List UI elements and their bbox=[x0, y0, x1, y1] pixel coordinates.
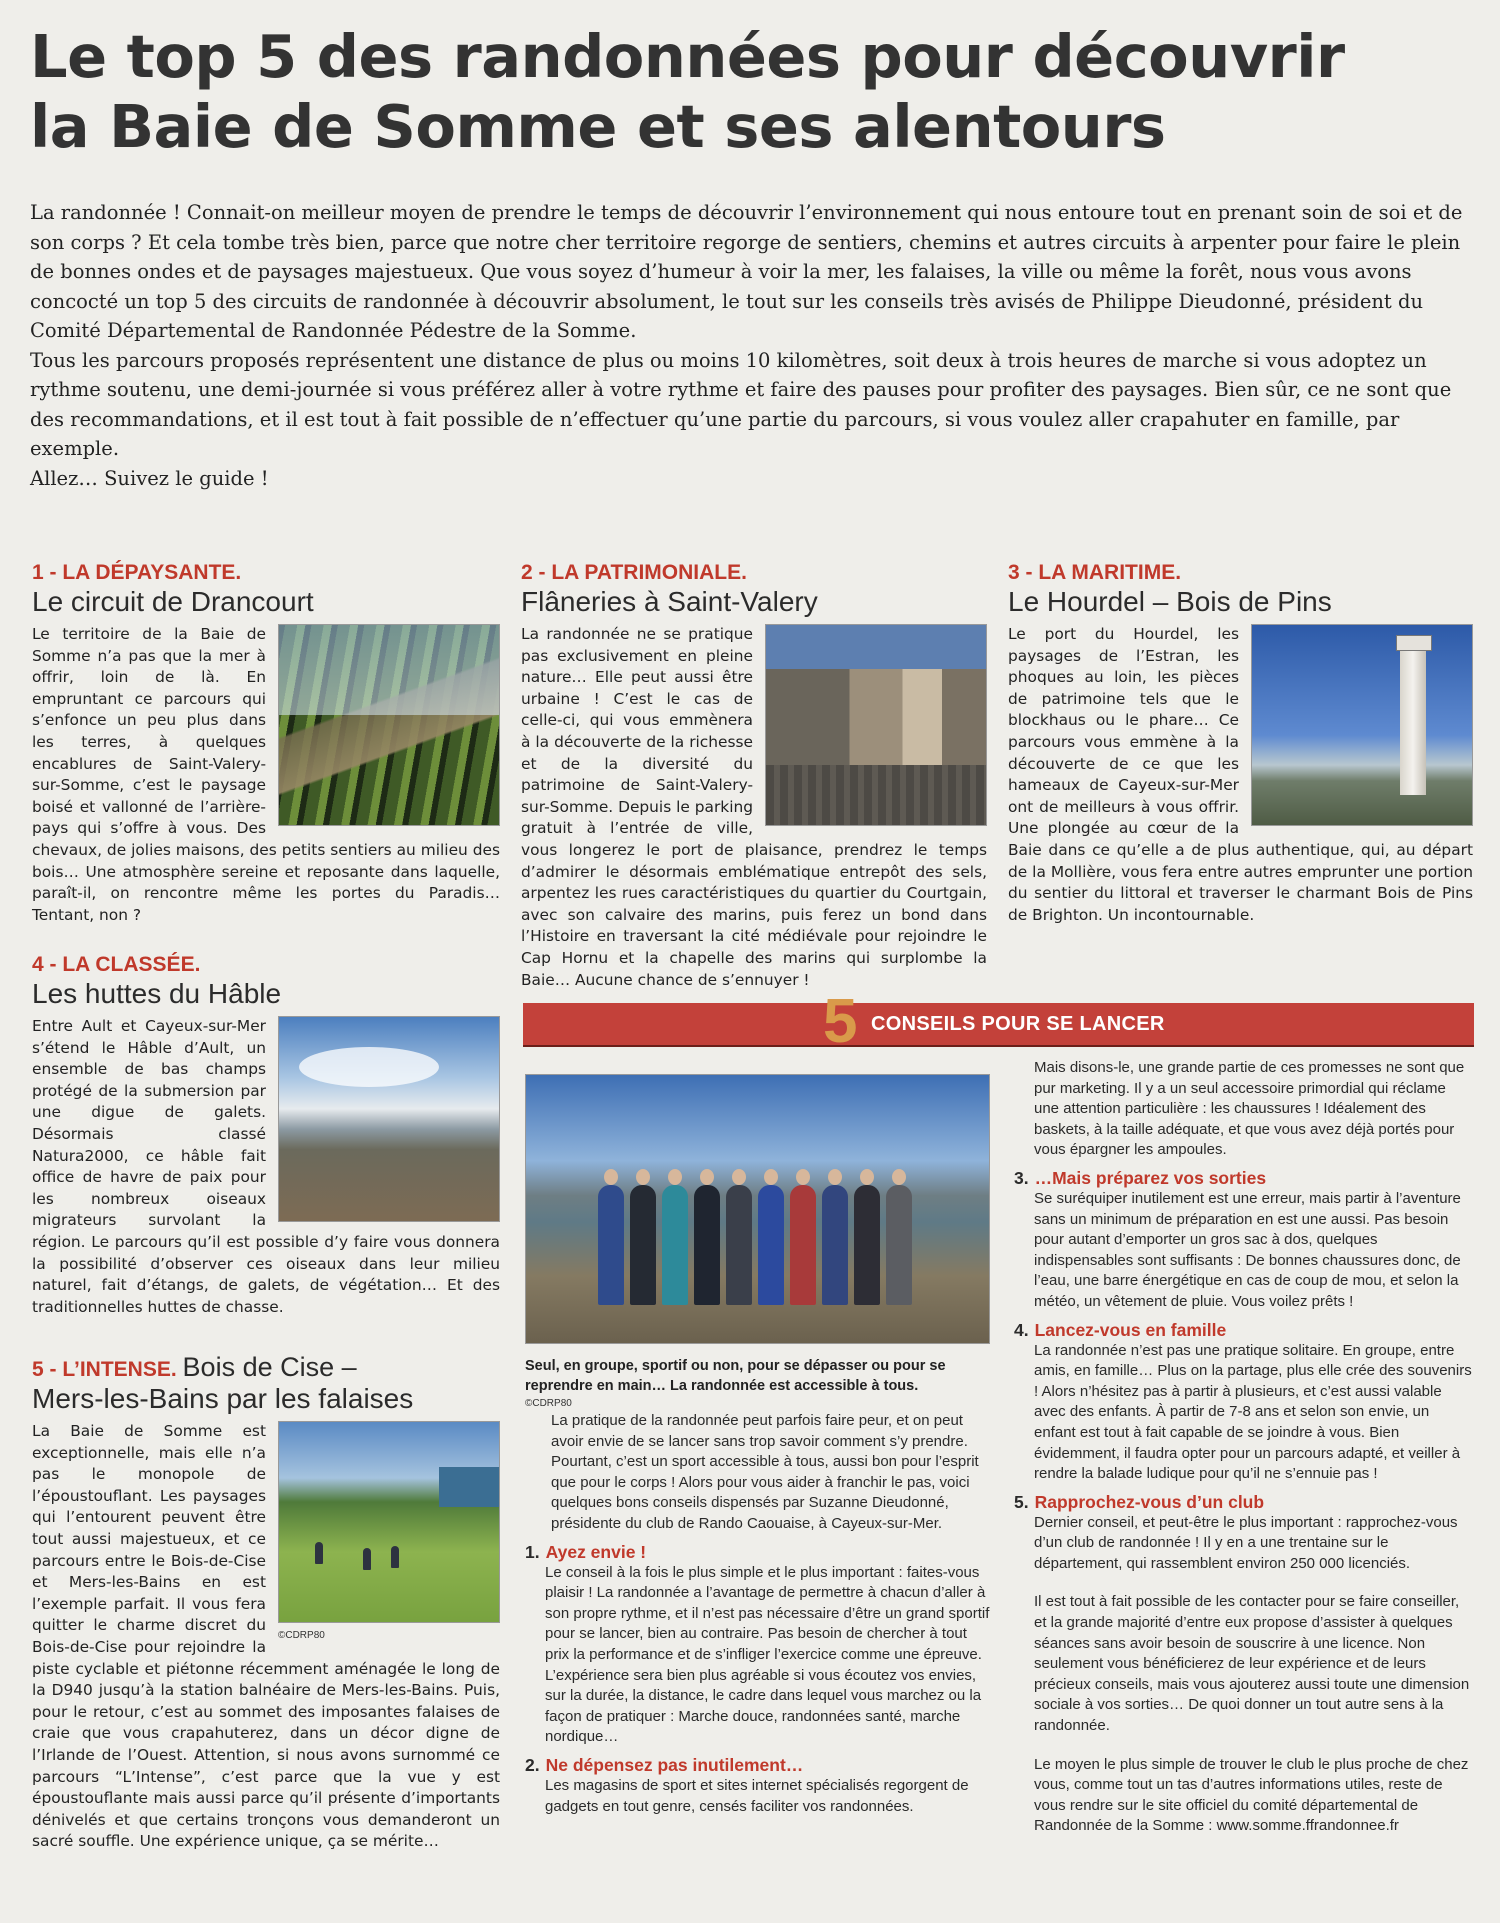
walker-figure bbox=[391, 1546, 399, 1568]
tips-intro: La pratique de la randonnée peut parfois faire peur, et on peut avoir envie de se lancer sans trop savoir comment s’y prendre. Pourtant, c’est un sport accessible à tous, aussi bon pour l’esprit que pour le corps ! Alors pour vous aider à franchir le pas, voici quelques bons conseils dispensés par Suzanne Dieudonné, présidente du club de Rando Caouaise, à Cayeux-sur-Mer. bbox=[551, 1412, 979, 1532]
walker-figure bbox=[315, 1542, 323, 1564]
hike-1 bbox=[32, 560, 500, 926]
tip-5-body-2: Il est tout à fait possible de les contacter pour se faire conseiller, et la grande majorité d’entre eux propose d’assister à quelques séances sans avoir besoin de souscrire à une licence. Non seulement vous bénéficierez de leur expérience et de leurs précieux conseils, mais vous ajouterez aussi toute une dimension sociale à vos sorties… De quoi donner un tout autre sens à la randonnée. bbox=[1034, 1593, 1470, 1735]
tip-5-title: Rapprochez-vous d’un club bbox=[1034, 1491, 1265, 1512]
photo-caption: Seul, en groupe, sportif ou non, pour se dépasser ou pour se reprendre en main… La randonnée est accessible à tous. bbox=[525, 1358, 946, 1394]
banner-number: 5 bbox=[823, 987, 858, 1056]
hike-5-figure bbox=[278, 1421, 500, 1647]
tip-5-number: 5. bbox=[1014, 1491, 1029, 1512]
hiker-figure bbox=[886, 1185, 912, 1305]
tip-4-title: Lancez-vous en famille bbox=[1034, 1319, 1227, 1340]
tips-column-right bbox=[1014, 1058, 1474, 1837]
medieval-street-photo bbox=[765, 624, 987, 826]
tip-2-number: 2. bbox=[525, 1754, 540, 1775]
headline-line-2: la Baie de Somme et ses alentours bbox=[30, 92, 1166, 161]
tip-2-title: Ne dépensez pas inutilement… bbox=[545, 1754, 804, 1775]
tip-2-heading bbox=[525, 1754, 993, 1776]
hike-4-kicker: 4 - LA CLASSÉE. bbox=[32, 953, 201, 976]
hiker-figure bbox=[854, 1185, 880, 1305]
group-hikers-photo bbox=[525, 1074, 990, 1344]
hable-landscape-photo bbox=[278, 1016, 500, 1222]
walker-figure bbox=[363, 1548, 371, 1570]
headline bbox=[30, 22, 1470, 162]
tip-3-body: Se suréquiper inutilement est une erreur, mais partir à l’aventure sans un minimum de préparation en est une aussi. Pas besoin pour autant d’emporter un gros sac à dos, quelques indispensables sont suffisants : De bonnes chaussures donc, de l’eau, une barre énergétique en cas de coup de mou, et selon la météo, un vêtement de pluie. Vous voilez prêts ! bbox=[1034, 1189, 1461, 1310]
hiker-figure bbox=[598, 1185, 624, 1305]
hike-4-title: Les huttes du Hâble bbox=[32, 978, 282, 1009]
hiker-figure bbox=[662, 1185, 688, 1305]
tip-2-continued bbox=[1014, 1058, 1474, 1161]
hike-1-title: Le circuit de Drancourt bbox=[32, 586, 314, 617]
hike-5-title: Mers-les-Bains par les falaises bbox=[32, 1383, 414, 1414]
headline-line-1: Le top 5 des randonnées pour découvrir bbox=[30, 22, 1345, 91]
hike-1-kicker: 1 - LA DÉPAYSANTE. bbox=[32, 561, 242, 584]
hike-3-body bbox=[1008, 624, 1473, 926]
tip-3 bbox=[1014, 1167, 1474, 1313]
tip-1-number: 1. bbox=[525, 1541, 540, 1562]
tip-5-body: Dernier conseil, et peut-être le plus important : rapprochez-vous d’un club de randonnée ! Il y en a une trentaine sur le département, qui rassemblent environ 250 000 licenciés. bbox=[1034, 1513, 1458, 1572]
hike-4-body bbox=[32, 1016, 500, 1318]
hike-4-text: Entre Ault et Cayeux-sur-Mer s’étend le Hâble d’Ault, un ensemble de bas champs protégé de la submersion par une digue de galets. Désormais classé Natura2000, ce hâble fait office de havre de paix pour les nombreux oiseaux migrateurs survolant la région. Le parcours qu’il est possible d’y faire vous donnera la possibilité d’observer ces oiseaux dans leur milieu naturel, fait d’étangs, de galets, de végétation… Et des traditionnelles huttes de chasse. bbox=[32, 1017, 500, 1316]
hiker-figure bbox=[758, 1185, 784, 1305]
tip-5-body-3: Le moyen le plus simple de trouver le club le plus proche de chez vous, comme tout un tas d’autres informations utiles, reste de vous rendre sur le site officiel du comité départemental de Randonnée de la Somme : www.somme.ffrandonnee.fr bbox=[1034, 1755, 1469, 1835]
tip-1-body: Le conseil à la fois le plus simple et le plus important : faites-vous plaisir ! La randonnée a l’avantage de permettre à chacun d’aller à son propre rythme, et il n’est pas nécessaire d’être un grand sportif pour se lancer, bien au contraire. Pas besoin de chercher à tout prix la performance et de s’infliger l’exercice comme une épreuve. L’expérience sera bien plus agréable si vous écoutez vos envies, sur la durée, la distance, le cadre dans lequel vous marchez ou la façon de pratiquer : Marche douce, randonnées santé, marche nordique… bbox=[545, 1563, 990, 1746]
tip-2-body: Les magasins de sport et sites internet spécialisés regorgent de gadgets en tout genre, censés faciliter vos randonnées. bbox=[545, 1776, 969, 1815]
tip-5-heading bbox=[1014, 1491, 1474, 1513]
hike-4 bbox=[32, 952, 500, 1318]
hike-5-photo-credit: ©CDRP80 bbox=[278, 1630, 325, 1641]
tip-4 bbox=[1014, 1319, 1474, 1485]
tip-4-number: 4. bbox=[1014, 1319, 1029, 1340]
hiker-figure bbox=[694, 1185, 720, 1305]
lighthouse-tower bbox=[1400, 645, 1426, 795]
hike-5-text: La Baie de Somme est exceptionnelle, mais elle n’a pas le monopole de l’époustouflant. Les paysages qui l’entourent peuvent être tout aussi majestueux, et ce parcours entre le Bois-de-Cise et Mers-les-Bains en est l’exemple parfait. Il vous fera quitter le charme discret du Bois-de-Cise pour rejoindre la piste cyclable et piétonne récemment aménagée le long de la D940 jusqu’à la station balnéaire de Mers-les-Bains. Puis, pour le retour, c’est au sommet des imposantes falaises de craie que vous crapahuterez, dans un décor digne de l’Irlande de l’Ouest. Attention, si nous avons surnommé ce parcours “L’Intense”, c’est parce que la vue y est époustouflante mais aussi parce qu’il présente d’importants dénivelés et que certains tronçons vous demanderont un sacré souffle. Une expérience unique, ça se mérite… bbox=[32, 1422, 500, 1851]
tip-3-heading bbox=[1014, 1167, 1474, 1189]
hike-5 bbox=[32, 1354, 500, 1853]
tip-1 bbox=[525, 1541, 993, 1748]
intro-text bbox=[30, 198, 1470, 493]
tip-2-body-continued: Mais disons-le, une grande partie de ces promesses ne sont que pur marketing. Il y a un seul accessoire primordial qui réclame une attention particulière : les chaussures ! Idéalement des baskets, à la taille adéquate, et que vous avez déjà portés pour vous épargner les ampoules. bbox=[1034, 1059, 1465, 1159]
hike-5-kicker-label: 5 - L’INTENSE. bbox=[32, 1358, 177, 1381]
forest-path-photo bbox=[278, 624, 500, 826]
intro-paragraph-1: La randonnée ! Connait-on meilleur moyen de prendre le temps de découvrir l’environnement qui nous entoure tout en prenant soin de soi et de son corps ? Et cela tombe très bien, parce que notre cher territoire regorge de sentiers, chemins et autres circuits à arpenter pour faire le plein de bonnes ondes et de paysages majestueux. Que vous soyez d’humeur à voir la mer, les falaises, la ville ou même la forêt, nous vous avons concocté un top 5 des circuits de randonnée à découvrir absolument, le tout sur les conseils très avisés de Philippe Dieudonné, président du Comité Départemental de Randonnée Pédestre de la Somme. bbox=[30, 201, 1463, 342]
tip-3-number: 3. bbox=[1014, 1167, 1029, 1188]
hiker-figure bbox=[822, 1185, 848, 1305]
tip-4-body: La randonnée n’est pas une pratique solitaire. En groupe, entre amis, en famille… Plus on la partage, plus elle crée des souvenirs ! Alors n’hésitez pas à partir à plusieurs, et c’est aussi valable avec des enfants. À partir de 7-8 ans et selon son envie, un enfant est tout à fait capable de se joindre à vous. Bien évidemment, il faudra opter pour un parcours adapté, et veiller à rendre la balade ludique pour qu’il ne s’ennuie pas ! bbox=[1034, 1341, 1472, 1483]
hiker-figure bbox=[726, 1185, 752, 1305]
hike-1-body bbox=[32, 624, 500, 926]
tip-3-title: …Mais préparez vos sorties bbox=[1034, 1167, 1267, 1188]
hiker-figure bbox=[790, 1185, 816, 1305]
hike-2-body bbox=[521, 624, 987, 991]
hike-5-body bbox=[32, 1421, 500, 1853]
lighthouse-photo bbox=[1251, 624, 1473, 826]
tip-5 bbox=[1014, 1491, 1474, 1837]
banner-label: CONSEILS POUR SE LANCER bbox=[871, 1013, 1165, 1035]
hike-2-kicker: 2 - LA PATRIMONIALE. bbox=[521, 561, 747, 584]
tip-2 bbox=[525, 1754, 993, 1817]
intro-paragraph-2: Tous les parcours proposés représentent une distance de plus ou moins 10 kilomètres, soit deux à trois heures de marche si vous adoptez un rythme soutenu, une demi-journée si vous préférez aller à votre rythme et faire des pauses pour profiter des paysages. Bien sûr, ce ne sont que des recommandations, et il est tout à fait possible de n’effectuer qu’une partie du parcours, si vous voulez aller crapahuter en famille, par exemple. bbox=[30, 348, 1452, 460]
hike-2 bbox=[521, 560, 987, 991]
hike-5-title-inline: Bois de Cise – bbox=[182, 1352, 357, 1382]
hiker-figure bbox=[630, 1185, 656, 1305]
hike-2-text: La randonnée ne se pratique pas exclusivement en pleine nature… Elle peut aussi être urbaine ! C’est le cas de celle-ci, qui vous emmènera à la découverte de la richesse et de la diversité du patrimoine de Saint-Valery-sur-Somme. Depuis le parking gratuit à l’entrée de ville, vous longerez le port de plaisance, prendrez le temps d’admirer le désormais emblématique entrepôt des sels, arpentez les rues caractéristiques du quartier du Courtgain, avec son calvaire des marins, puis ferez un bond dans l’Histoire en traversant la cité médiévale pour rejoindre le Cap Hornu et la chapelle des marins qui surplombe la Baie… Aucune chance de s’ennuyer ! bbox=[521, 625, 987, 989]
hike-1-text: Le territoire de la Baie de Somme n’a pas que la mer à offrir, loin de là. En empruntant ce parcours qui s’enfonce un peu plus dans les terres, à quelques encablures de Saint-Valery-sur-Somme, c’est le paysage boisé et vallonné de l’arrière-pays qui s’offre à vous. Des chevaux, de jolies maisons, des petits sentiers au milieu des bois… Une atmosphère sereine et reposante dans laquelle, paraît-il, on rencontre même les portes du Paradis… Tentant, non ? bbox=[32, 625, 500, 924]
hike-3-title: Le Hourdel – Bois de Pins bbox=[1008, 586, 1332, 617]
tips-banner bbox=[523, 987, 1474, 1056]
cliff-walkers-photo bbox=[278, 1421, 500, 1623]
intro-paragraph-3: Allez… Suivez le guide ! bbox=[30, 466, 269, 490]
tips-photo-credit: ©CDRP80 bbox=[525, 1398, 572, 1409]
hike-3 bbox=[1008, 560, 1473, 926]
tip-1-title: Ayez envie ! bbox=[545, 1541, 647, 1562]
hike-3-kicker: 3 - LA MARITIME. bbox=[1008, 561, 1182, 584]
tip-4-heading bbox=[1014, 1319, 1474, 1341]
hike-2-title: Flâneries à Saint-Valery bbox=[521, 586, 818, 617]
hike-3-text: Le port du Hourdel, les paysages de l’Estran, les phoques au loin, les pièces de patrimoine tels que le blockhaus ou le phare… Ce parcours vous emmène à la découverte de ce que les hameaux de Cayeux-sur-Mer ont de meilleurs à vous offrir. Une plongée au cœur de la Baie dans ce qu’elle a de plus authentique, qui, au départ de la Mollière, vous fera entre autres emprunter une portion du sentier du littoral et traverser le charmant Bois de Pins de Brighton. Un incontournable. bbox=[1008, 625, 1473, 924]
tips-column-left bbox=[525, 1074, 993, 1817]
tip-1-heading bbox=[525, 1541, 993, 1563]
hike-5-kicker bbox=[32, 1354, 500, 1383]
